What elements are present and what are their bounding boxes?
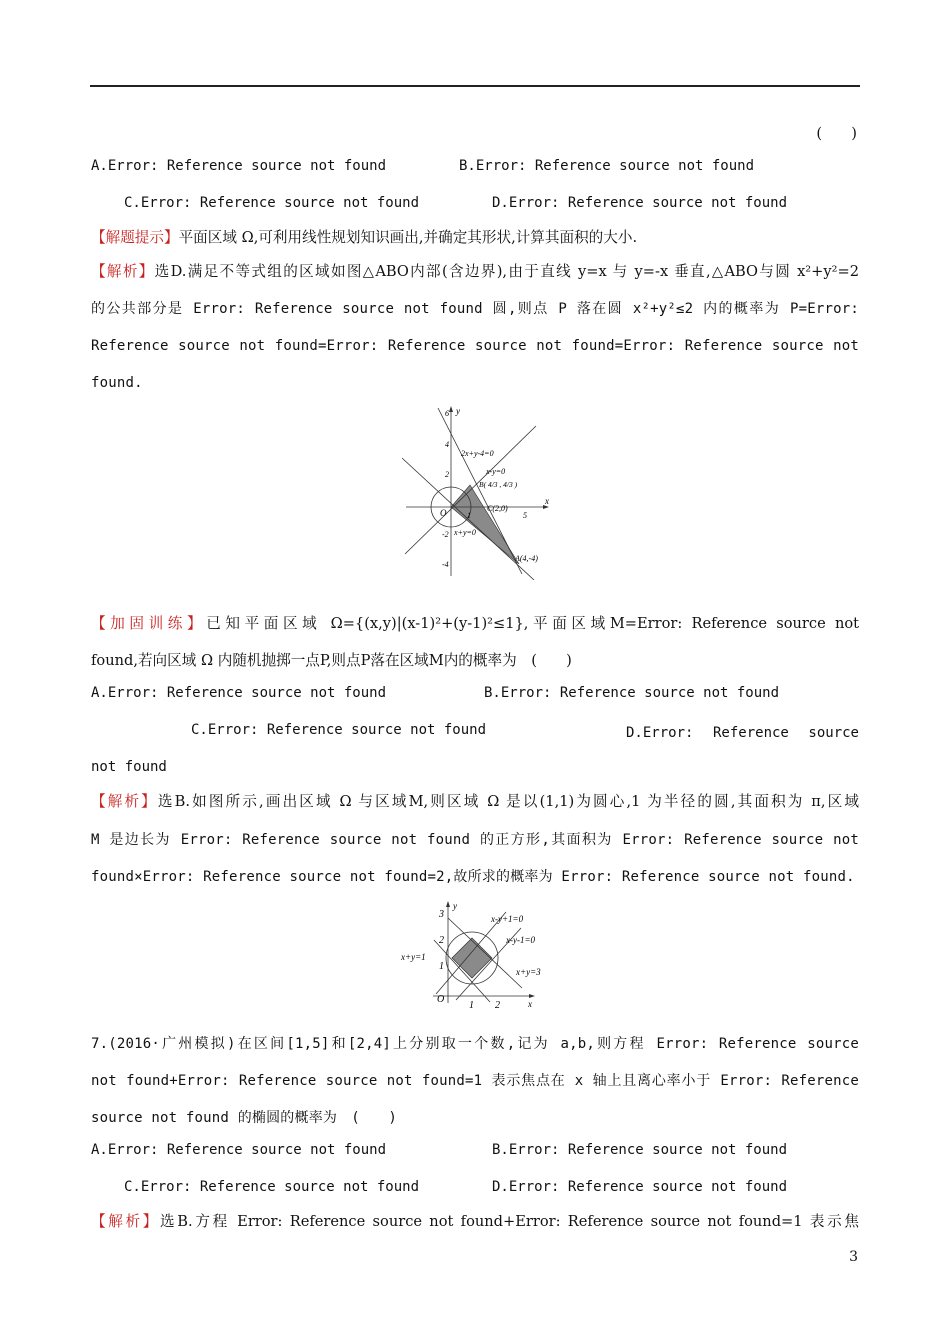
tick-x-5: 5 <box>523 511 527 520</box>
fig2-label-1: x-y+1=0 <box>491 914 524 924</box>
point-b: B( 4/3 , 4/3 ) <box>479 480 518 489</box>
answer-paren: ( ) <box>816 125 857 142</box>
tick-y-4: 4 <box>445 440 449 449</box>
point-a: A(4,-4) <box>515 554 538 563</box>
fig2-label-3: x+y=1 <box>401 952 426 962</box>
page-number: 3 <box>849 1249 858 1265</box>
tick-y-neg4: -4 <box>442 560 449 569</box>
fig2-y-label: y <box>453 901 457 911</box>
solution1-line2: 的公共部分是 Error: Reference source not found 圆,则点 P 落在圆 x²+y²≤2 内的概率为 P=Error: <box>91 301 859 317</box>
practice-text: 已知平面区域 Ω={(x,y)|(x-1)²+(y-1)²≤1},平面区域M=Error: Reference source not <box>206 615 859 632</box>
point-c: C(2,0) <box>487 504 508 513</box>
q7-option-c: C.Error: Reference source not found <box>124 1179 420 1195</box>
q7-option-b: B.Error: Reference source not found <box>492 1142 788 1158</box>
practice-option-a: A.Error: Reference source not found <box>91 685 387 701</box>
solution1-line1 <box>91 262 859 282</box>
q7-option-d: D.Error: Reference source not found <box>492 1179 788 1195</box>
label-x-minus-y: x-y=0 <box>486 467 506 476</box>
hint-text: 平面区域 Ω,可利用线性规划知识画出,并确定其形状,计算其面积的大小. <box>178 229 638 246</box>
q7-line1: 7.(2016·广州模拟)在区间[1,5]和[2,4]上分别取一个数,记为 a,b,则方程 Error: Reference source <box>91 1036 859 1052</box>
q7-option-a: A.Error: Reference source not found <box>91 1142 387 1158</box>
fig2-tick-x-1: 1 <box>469 1000 474 1008</box>
practice-option-d: D.Error: Reference source <box>626 725 859 741</box>
option-a: A.Error: Reference source not found <box>91 158 387 174</box>
solution2-line1 <box>91 792 859 812</box>
tick-y-neg2: -2 <box>442 530 449 539</box>
solution3-text: 选B.方程 Error: Reference source not found+Error: Reference source not found=1 表示焦 <box>160 1213 859 1230</box>
label-2x-plus-y: 2x+y-4=0 <box>461 449 494 458</box>
fig2-x-label: x <box>528 999 532 1008</box>
figure-circle-square <box>398 898 558 1008</box>
q7-line3: source not found 的椭圆的概率为 ( ) <box>91 1110 397 1126</box>
fig1-y-label: y <box>456 406 460 416</box>
fig2-origin: O <box>437 994 445 1005</box>
fig2-tick-y-1: 1 <box>439 961 444 972</box>
solution1-line3: Reference source not found=Error: Reference source not found=Error: Reference source not <box>91 338 859 354</box>
hint-tag: 【解题提示】 <box>91 229 179 246</box>
practice-option-b: B.Error: Reference source not found <box>484 685 780 701</box>
practice-line2: found,若向区域 Ω 内随机抛掷一点P,则点P落在区域M内的概率为 ( ) <box>91 652 572 669</box>
solution2-tag: 【解析】 <box>91 793 158 810</box>
fig2-tick-y-3: 3 <box>439 909 444 920</box>
fig2-tick-x-2: 2 <box>495 1000 500 1008</box>
solution-tag: 【解析】 <box>91 263 155 280</box>
solution3-tag: 【解析】 <box>91 1213 161 1230</box>
q7-line2: not found+Error: Reference source not found=1 表示焦点在 x 轴上且离心率小于 Error: Reference <box>91 1073 859 1089</box>
practice-option-d-cont: not found <box>91 759 167 775</box>
option-b: B.Error: Reference source not found <box>459 158 755 174</box>
practice-tag: 【加固训练】 <box>91 615 207 632</box>
header-rule <box>90 85 860 87</box>
fig2-tick-y-2: 2 <box>439 935 444 946</box>
practice-line1 <box>91 614 859 634</box>
solution3-line1 <box>91 1212 859 1232</box>
option-c: C.Error: Reference source not found <box>124 195 420 211</box>
fig2-label-2: x-y-1=0 <box>506 935 536 945</box>
solution1-text: 选D.满足不等式组的区域如图△ABO内部(含边界),由于直线 y=x 与 y=-x 垂直,△ABO与圆 x²+y²=2 <box>154 263 859 280</box>
label-x-plus-y: x+y=0 <box>454 528 476 537</box>
solution2-line2: M 是边长为 Error: Reference source not found 的正方形,其面积为 Error: Reference source not <box>91 832 859 848</box>
solution2-line3: found×Error: Reference source not found=2,故所求的概率为 Error: Reference source not found. <box>91 869 855 885</box>
fig2-label-4: x+y=3 <box>516 967 541 977</box>
tick-y-6: 6 <box>445 409 449 418</box>
tick-x-1: 1 <box>467 511 471 520</box>
fig1-x-label: x <box>545 496 549 506</box>
fig1-origin: O <box>440 508 447 518</box>
shaded-square <box>452 938 492 978</box>
solution1-line4: found. <box>91 375 143 391</box>
solution2-text: 选B.如图所示,画出区域 Ω 与区域M,则区域 Ω 是以(1,1)为圆心,1 为半径的圆,其面积为 π,区域 <box>157 793 859 810</box>
tick-y-2: 2 <box>445 470 449 479</box>
figure-region-abo <box>402 404 552 580</box>
hint-paragraph <box>91 228 859 248</box>
practice-option-c: C.Error: Reference source not found <box>191 722 487 738</box>
option-d: D.Error: Reference source not found <box>492 195 788 211</box>
